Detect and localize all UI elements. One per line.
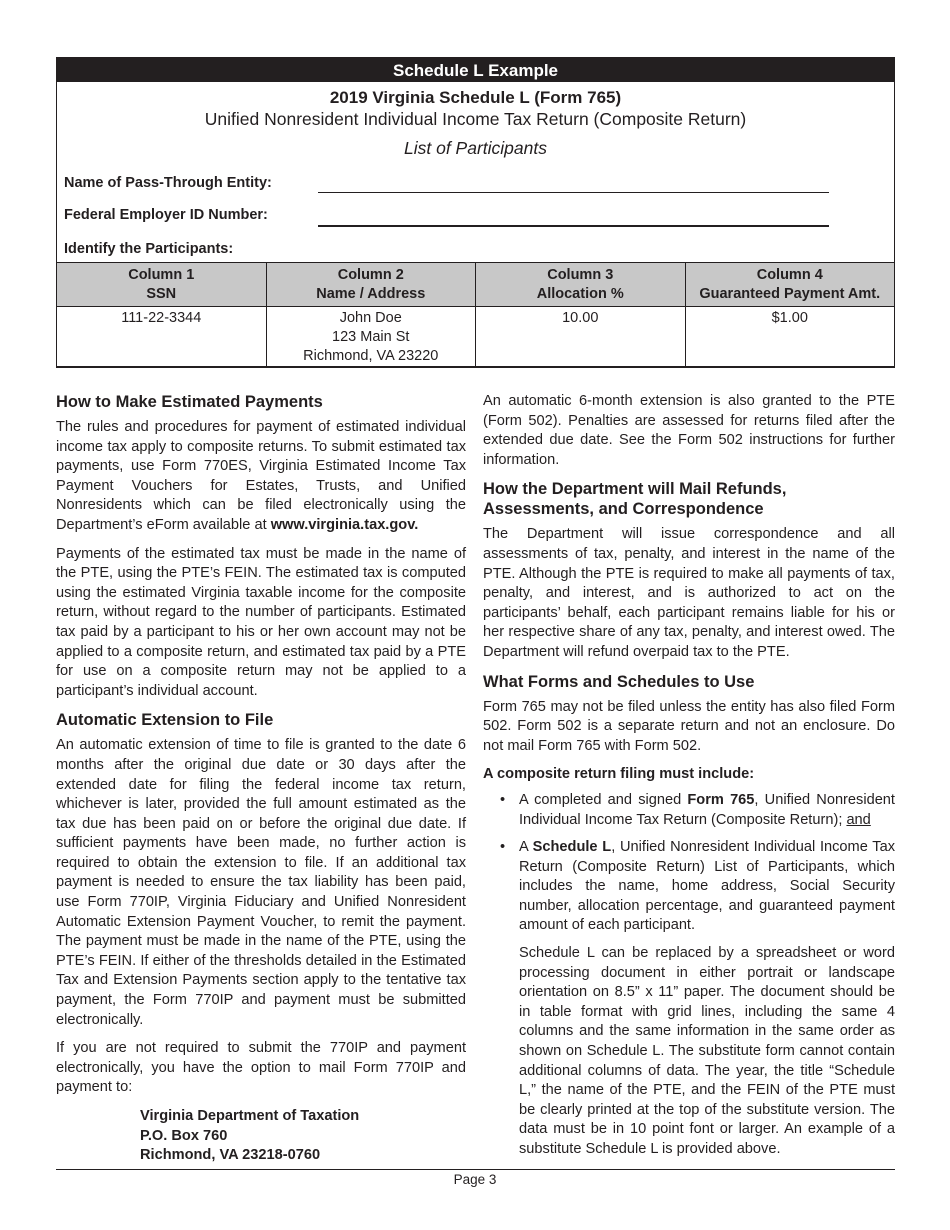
- paragraph: The rules and procedures for payment of estimated individual income tax apply to composite returns. To submit estimated tax payments, use Form 770ES, Virginia Estimated Income Tax Payment Vouchers for Estates, Trusts, and Unified Nonresidents which can be filed electronically using the Department’s eForm available at www.virginia.tax.gov.: [56, 419, 466, 533]
- fein-field[interactable]: [318, 210, 829, 227]
- ssn-cell: 111-22-3344: [57, 307, 267, 367]
- allocation-cell: 10.00: [476, 307, 686, 367]
- column-header: Column 3 Allocation %: [476, 263, 686, 307]
- form-title: 2019 Virginia Schedule L (Form 765): [329, 88, 622, 107]
- column-header: Column 1 SSN: [57, 263, 267, 307]
- website-link[interactable]: www.virginia.tax.gov.: [270, 516, 419, 533]
- right-column: [483, 392, 895, 1160]
- heading-estimated-payments: How to Make Estimated Payments: [56, 393, 323, 411]
- page-number: Page 3: [453, 1172, 497, 1187]
- column-header: Column 2 Name / Address: [266, 263, 476, 307]
- footer-rule: [56, 1169, 895, 1170]
- paragraph: Payments of the estimated tax must be made in the name of the PTE, using the PTE’s FEIN. The estimated tax is computed using the estimated Virginia taxable income for the composite return, without regard to the number of participants. Estimated tax paid by a participant to his or her own account may not be applied to a composite return, and estimated tax paid by a PTE for use on a composite return may not be applied to a participant’s individual account.: [56, 545, 466, 699]
- paragraph: Schedule L can be replaced by a spreadsheet or word processing document in either portrait or landscape orientation on 8.5” x 11” paper. The document should be in table format with grid lines, including the same 4 columns and the same information in the same order as shown on Schedule L. The substitute form cannot contain additional columns of data. The year, the title “Schedule L,” the name of the PTE, and the FEIN of the PTE must be clearly printed at the top of the substitute version. The data must be in 10 point font or larger. An example of a substitute Schedule L is provided above.: [519, 945, 895, 1157]
- payment-cell: $1.00: [685, 307, 895, 367]
- entity-field[interactable]: [318, 176, 829, 193]
- paragraph: An automatic extension of time to file is granted to the date 6 months after the original due date or 30 days after the extended date for filing the federal income tax return, whichever is later, provided the full amount estimated as the tax due has been paid on or before the original due date. If sufficient payments have been made, no further action is required to obtain the extension to file. If an additional tax payment is needed to ensure the tax liability has been paid, use Form 770IP, Virginia Fiduciary and Unified Nonresident Automatic Extension Payment Voucher, to remit the payment. The payment must be made in the name of the PTE, using the PTE’s FEIN. If either of the thresholds detailed in the Estimated Tax and Extension Payments section apply to the tentative tax payment, the Form 770IP and payment must be submitted electronically.: [56, 737, 466, 1028]
- entity-label: Name of Pass-Through Entity:: [64, 175, 272, 191]
- paragraph: An automatic 6-month extension is also granted to the PTE (Form 502). Penalties are assessed for returns filed after the extended due date. See the Form 502 instructions for further information.: [483, 393, 895, 468]
- paragraph: If you are not required to submit the 770IP and payment electronically, you have the option to mail Form 770IP and payment to:: [56, 1040, 466, 1096]
- fein-label: Federal Employer ID Number:: [64, 207, 268, 223]
- column-header: Column 4 Guaranteed Payment Amt.: [685, 263, 895, 307]
- bullet-item: • A completed and signed Form 765, Unified Nonresident Individual Income Tax Return (Composite Return); and: [500, 791, 895, 828]
- banner: Schedule L Example: [57, 58, 894, 82]
- mailing-address: Virginia Department of Taxation P.O. Box 760 Richmond, VA 23218-0760: [140, 1108, 360, 1164]
- heading-mail-refunds: How the Department will Mail Refunds, Assessments, and Correspondence: [483, 480, 787, 519]
- schedule-l-example: [56, 57, 895, 368]
- left-column: [56, 392, 466, 1166]
- bullet-icon: •: [500, 791, 506, 808]
- paragraph: Form 765 may not be filed unless the entity has also filed Form 502. Form 502 is a separate return and not an enclosure. Do not mail Form 765 with Form 502.: [483, 698, 895, 754]
- name-address-cell: John Doe 123 Main St Richmond, VA 23220: [266, 307, 476, 367]
- list-title: List of Participants: [404, 138, 547, 158]
- paragraph: The Department will issue correspondence and all assessments of tax, penalty, and interest in the name of the PTE. Although the PTE is required to make all payments of tax, penalty, and interest, and is authorized to act on the participants’ behalf, each participant remains liable for his or her respective share of any tax, penalty, and interest owed. The Department will refund overpaid tax to the PTE.: [483, 526, 895, 660]
- must-include-label: A composite return filing must include:: [483, 766, 755, 783]
- form-subtitle: Unified Nonresident Individual Income Tax Return (Composite Return): [204, 109, 747, 129]
- bullet-item: • A Schedule L, Unified Nonresident Individual Income Tax Return (Composite Return) List of Participants, which includes the name, home address, Social Security number, allocation percentage, and guaranteed payment amount of each participant.: [500, 839, 895, 934]
- bullet-icon: •: [500, 839, 506, 856]
- table-row: [57, 307, 895, 367]
- heading-forms-schedules: What Forms and Schedules to Use: [483, 672, 755, 691]
- participants-table: [56, 262, 895, 367]
- heading-automatic-extension: Automatic Extension to File: [56, 711, 274, 730]
- identify-label: Identify the Participants:: [64, 241, 234, 257]
